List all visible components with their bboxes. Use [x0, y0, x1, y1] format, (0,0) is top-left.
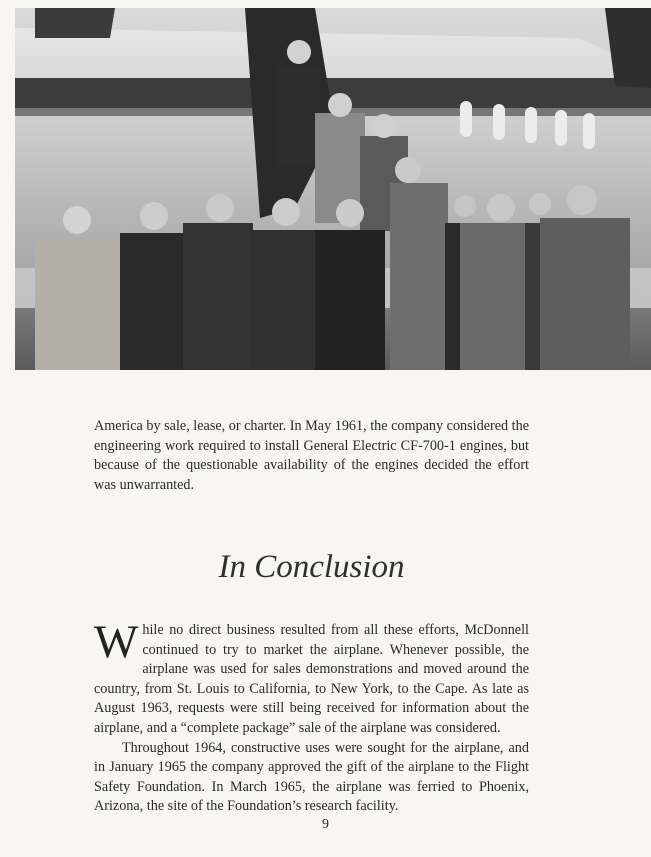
conclusion-paragraph-1	[94, 616, 529, 739]
paragraph-1-text: hile no direct business resulted from all these efforts, McDonnell continued to try to market the airplane. Whenever possible, the airplane was used for sales demonstrations and moved around the country, from St. Louis to California, to New York, to the Cape. As late as August 1963, requests were still being received for information about the airplane, and a “complete package” sale of the airplane was considered.	[94, 622, 529, 736]
drop-cap: W	[94, 616, 139, 668]
continued-paragraph: America by sale, lease, or charter. In May 1961, the company considered the engineering work required to install General Electric CF-700-1 engines, but because of the questionable availability of the engines decided the effort was unwarranted.	[94, 418, 529, 493]
group-photo	[15, 8, 651, 370]
conclusion-body	[94, 616, 529, 817]
page-number: 9	[322, 817, 329, 832]
conclusion-paragraph-2: Throughout 1964, constructive uses were sought for the airplane, and in January 1965 the company approved the gift of the airplane to the Flight Safety Foundation. In March 1965, the airplane was ferried to Phoenix, Arizona, the site of the Foundation’s research facility.	[94, 739, 529, 815]
section-heading: In Conclusion	[218, 549, 405, 585]
